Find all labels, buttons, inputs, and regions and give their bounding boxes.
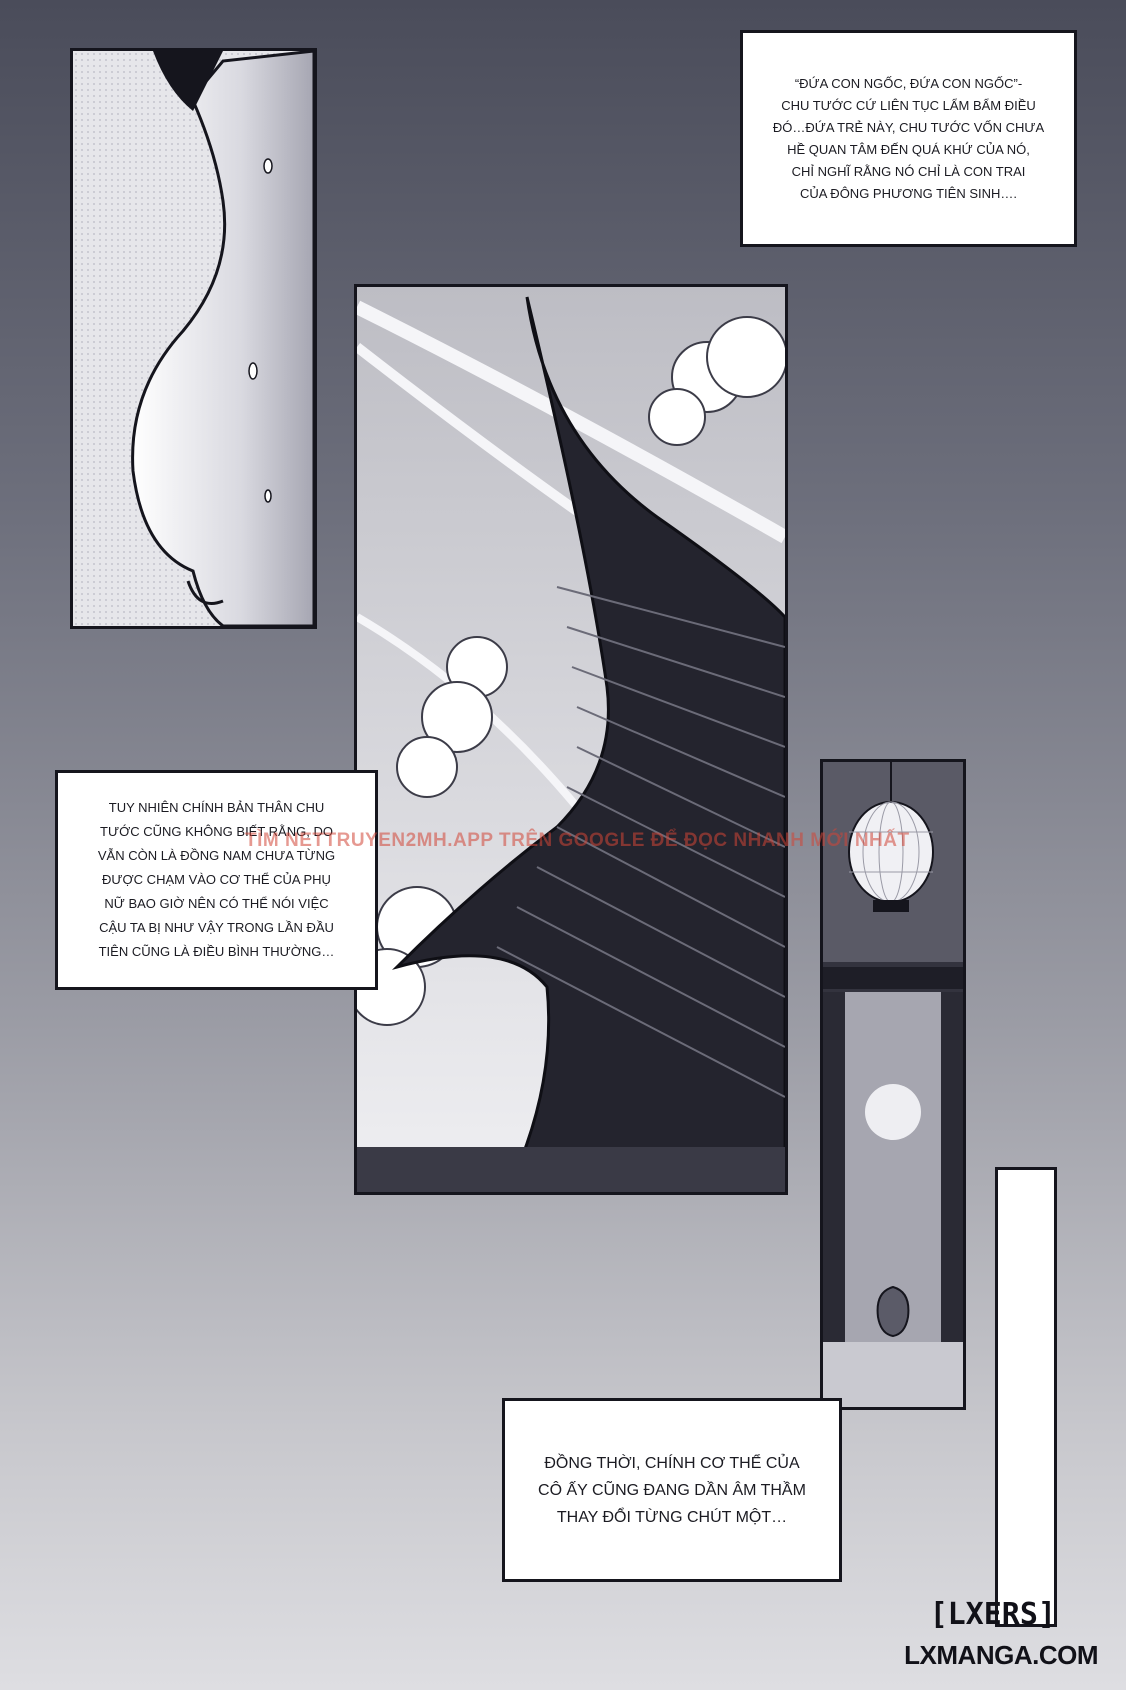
- caption-top-right-text: [773, 73, 1044, 205]
- caption-line: ĐỒNG THỜI, CHÍNH CƠ THỂ CỦA: [544, 1454, 800, 1472]
- watermark-text: TÌM NETTRUYEN2MH.APP TRÊN GOOGLE ĐỂ ĐỌC NHANH MỚI NHẤT: [245, 830, 910, 851]
- panel-lantern-window: [820, 759, 966, 1410]
- caption-line: HỀ QUAN TÂM ĐẾN QUÁ KHỨ CỦA NÓ,: [787, 141, 1030, 157]
- caption-line: ĐƯỢC CHẠM VÀO CƠ THỂ CỦA PHỤ: [102, 872, 331, 887]
- caption-line: TƯỚC CŨNG KHÔNG BIẾT RẰNG, DO: [100, 824, 333, 839]
- caption-line: NỮ BAO GIỜ NÊN CÓ THỂ NÓI VIỆC: [104, 896, 329, 911]
- caption-middle-left-text: [98, 796, 335, 964]
- credit-group: [LXERS]: [929, 1597, 1056, 1632]
- caption-line: THAY ĐỔI TỪNG CHÚT MỘT…: [556, 1508, 788, 1526]
- lantern-window-illustration: [823, 762, 963, 1407]
- caption-line: CỦA ĐÔNG PHƯƠNG TIÊN SINH….: [799, 185, 1018, 201]
- blank-caption-box: [995, 1167, 1057, 1627]
- caption-line: TUY NHIÊN CHÍNH BẢN THÂN CHU: [108, 800, 325, 815]
- caption-line: “ĐỨA CON NGỐC, ĐỨA CON NGỐC”-: [794, 75, 1023, 91]
- caption-line: CHU TƯỚC CỨ LIÊN TỤC LẨM BẨM ĐIỀU: [781, 97, 1036, 113]
- caption-line: TIÊN CŨNG LÀ ĐIỀU BÌNH THƯỜNG…: [98, 944, 335, 959]
- caption-bottom-text: [538, 1450, 806, 1531]
- panel-figure-closeup: [70, 48, 317, 629]
- figure-illustration: [73, 51, 314, 626]
- caption-line: CÔ ẤY CŨNG ĐANG DẦN ÂM THẦM: [538, 1481, 806, 1499]
- temple-roof-illustration: [357, 287, 785, 1192]
- panel-temple-roof: [354, 284, 788, 1195]
- caption-line: CHỈ NGHĨ RẰNG NÓ CHỈ LÀ CON TRAI: [791, 163, 1026, 179]
- credit-site: LXMANGA.COM: [904, 1640, 1098, 1670]
- caption-middle-left: [55, 770, 378, 990]
- caption-bottom: [502, 1398, 842, 1582]
- moon-icon: [865, 1084, 921, 1140]
- caption-top-right: [740, 30, 1077, 247]
- caption-line: CẬU TA BỊ NHƯ VẬY TRONG LẦN ĐẦU: [99, 920, 334, 935]
- caption-line: VẪN CÒN LÀ ĐỒNG NAM CHƯA TỪNG: [97, 848, 336, 863]
- teapot-icon: [878, 1287, 909, 1336]
- lantern-icon: [849, 802, 933, 902]
- caption-line: ĐÓ…ĐỨA TRẺ NÀY, CHU TƯỚC VỐN CHƯA: [772, 119, 1045, 135]
